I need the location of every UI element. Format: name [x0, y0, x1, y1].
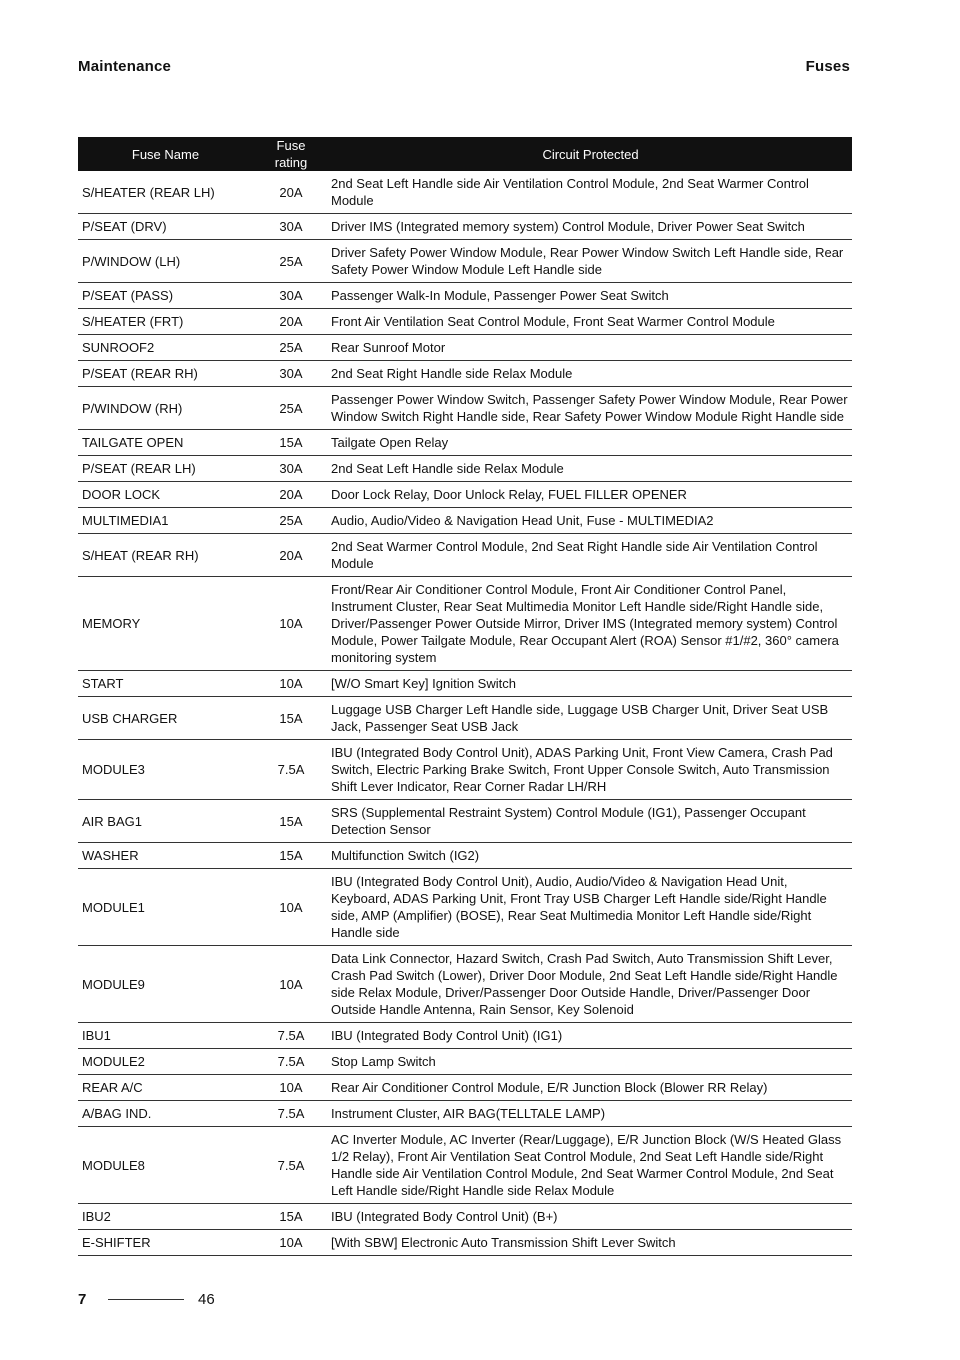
- table-row: [78, 508, 852, 534]
- page-header: [78, 58, 850, 75]
- table-row: [78, 534, 852, 577]
- fuse-rating-cell: 15A: [253, 697, 329, 740]
- table-row: [78, 430, 852, 456]
- fuse-name-cell: MULTIMEDIA1: [78, 508, 253, 534]
- fuse-table: [78, 137, 852, 1256]
- fuse-rating-cell: 25A: [253, 335, 329, 361]
- fuse-name-cell: USB CHARGER: [78, 697, 253, 740]
- table-row: [78, 1127, 852, 1204]
- footer-divider: [108, 1299, 184, 1300]
- fuse-name-cell: S/HEAT (REAR RH): [78, 534, 253, 577]
- column-header-fuse-name: Fuse Name: [78, 137, 253, 171]
- fuse-name-cell: MODULE2: [78, 1049, 253, 1075]
- fuse-name-cell: AIR BAG1: [78, 800, 253, 843]
- fuse-name-cell: MODULE1: [78, 869, 253, 946]
- fuse-rating-cell: 15A: [253, 843, 329, 869]
- circuit-protected-cell: Audio, Audio/Video & Navigation Head Unit, Fuse - MULTIMEDIA2: [329, 508, 852, 534]
- fuse-name-cell: MODULE9: [78, 946, 253, 1023]
- fuse-name-cell: P/WINDOW (LH): [78, 240, 253, 283]
- fuse-name-cell: A/BAG IND.: [78, 1101, 253, 1127]
- table-row: [78, 1075, 852, 1101]
- circuit-protected-cell: IBU (Integrated Body Control Unit) (B+): [329, 1204, 852, 1230]
- circuit-protected-cell: Driver Safety Power Window Module, Rear Power Window Switch Left Handle side, Rear Safety Power Window Module Left Handle side: [329, 240, 852, 283]
- fuse-name-cell: IBU2: [78, 1204, 253, 1230]
- fuse-rating-cell: 7.5A: [253, 1023, 329, 1049]
- table-row: [78, 800, 852, 843]
- table-row: [78, 869, 852, 946]
- fuse-rating-cell: 10A: [253, 869, 329, 946]
- page-footer: [78, 1291, 215, 1308]
- table-row: [78, 240, 852, 283]
- circuit-protected-cell: Rear Air Conditioner Control Module, E/R Junction Block (Blower RR Relay): [329, 1075, 852, 1101]
- fuse-name-cell: REAR A/C: [78, 1075, 253, 1101]
- page-number: 46: [198, 1291, 215, 1308]
- fuse-rating-cell: 25A: [253, 508, 329, 534]
- fuse-rating-cell: 20A: [253, 482, 329, 508]
- table-row: [78, 171, 852, 214]
- circuit-protected-cell: 2nd Seat Left Handle side Air Ventilation Control Module, 2nd Seat Warmer Control Module: [329, 171, 852, 214]
- chapter-number: 7: [78, 1291, 87, 1308]
- circuit-protected-cell: Multifunction Switch (IG2): [329, 843, 852, 869]
- table-row: [78, 671, 852, 697]
- fuse-name-cell: P/SEAT (DRV): [78, 214, 253, 240]
- fuse-rating-cell: 7.5A: [253, 1127, 329, 1204]
- topic-title: Fuses: [805, 58, 850, 75]
- table-row: [78, 387, 852, 430]
- circuit-protected-cell: Rear Sunroof Motor: [329, 335, 852, 361]
- circuit-protected-cell: Instrument Cluster, AIR BAG(TELLTALE LAMP): [329, 1101, 852, 1127]
- fuse-rating-cell: 10A: [253, 671, 329, 697]
- circuit-protected-cell: Door Lock Relay, Door Unlock Relay, FUEL FILLER OPENER: [329, 482, 852, 508]
- table-header-row: [78, 137, 852, 171]
- circuit-protected-cell: [W/O Smart Key] Ignition Switch: [329, 671, 852, 697]
- table-row: [78, 456, 852, 482]
- circuit-protected-cell: Luggage USB Charger Left Handle side, Luggage USB Charger Unit, Driver Seat USB Jack, Passenger Seat USB Jack: [329, 697, 852, 740]
- circuit-protected-cell: Driver IMS (Integrated memory system) Control Module, Driver Power Seat Switch: [329, 214, 852, 240]
- fuse-rating-cell: 7.5A: [253, 740, 329, 800]
- fuse-rating-cell: 15A: [253, 1204, 329, 1230]
- table-row: [78, 1023, 852, 1049]
- fuse-name-cell: E-SHIFTER: [78, 1230, 253, 1256]
- circuit-protected-cell: Data Link Connector, Hazard Switch, Crash Pad Switch, Auto Transmission Shift Lever, Crash Pad Switch (Lower), Driver Door Module, 2nd Seat Left Handle side/Right Handle side Relax Module, Driver/Passenger Door Outside Handle, Driver/Passenger Door Outside Handle Antenna, Rain Sensor, Key Solenoid: [329, 946, 852, 1023]
- table-row: [78, 1101, 852, 1127]
- table-row: [78, 1049, 852, 1075]
- table-row: [78, 335, 852, 361]
- circuit-protected-cell: 2nd Seat Right Handle side Relax Module: [329, 361, 852, 387]
- circuit-protected-cell: IBU (Integrated Body Control Unit), Audio, Audio/Video & Navigation Head Unit, Keyboard, ADAS Parking Unit, Front Tray USB Charger Left Handle side/Right Handle side, AMP (Amplifier) (BOSE), Rear Seat Multimedia Monitor Left Handle side/Right Handle side: [329, 869, 852, 946]
- fuse-name-cell: SUNROOF2: [78, 335, 253, 361]
- table-row: [78, 482, 852, 508]
- fuse-name-cell: S/HEATER (FRT): [78, 309, 253, 335]
- column-header-circuit-protected: Circuit Protected: [329, 137, 852, 171]
- fuse-rating-cell: 15A: [253, 800, 329, 843]
- table-row: [78, 283, 852, 309]
- fuse-name-cell: IBU1: [78, 1023, 253, 1049]
- table-row: [78, 1230, 852, 1256]
- fuse-name-cell: MODULE3: [78, 740, 253, 800]
- fuse-rating-cell: 20A: [253, 534, 329, 577]
- circuit-protected-cell: Stop Lamp Switch: [329, 1049, 852, 1075]
- table-row: [78, 214, 852, 240]
- circuit-protected-cell: Passenger Walk-In Module, Passenger Power Seat Switch: [329, 283, 852, 309]
- fuse-rating-cell: 10A: [253, 577, 329, 671]
- table-row: [78, 577, 852, 671]
- fuse-rating-cell: 20A: [253, 171, 329, 214]
- circuit-protected-cell: SRS (Supplemental Restraint System) Control Module (IG1), Passenger Occupant Detection Sensor: [329, 800, 852, 843]
- fuse-name-cell: WASHER: [78, 843, 253, 869]
- fuse-rating-cell: 25A: [253, 387, 329, 430]
- fuse-rating-cell: 7.5A: [253, 1049, 329, 1075]
- section-title: Maintenance: [78, 58, 172, 75]
- circuit-protected-cell: IBU (Integrated Body Control Unit), ADAS Parking Unit, Front View Camera, Crash Pad Switch, Electric Parking Brake Switch, Front Upper Console Switch, Auto Transmission Shift Lever Indicator, Rear Corner Radar LH/RH: [329, 740, 852, 800]
- table-row: [78, 740, 852, 800]
- fuse-rating-cell: 30A: [253, 361, 329, 387]
- circuit-protected-cell: Tailgate Open Relay: [329, 430, 852, 456]
- fuse-rating-cell: 20A: [253, 309, 329, 335]
- column-header-fuse-rating: Fuse rating: [253, 137, 329, 171]
- fuse-table-body: [78, 171, 852, 1256]
- fuse-name-cell: START: [78, 671, 253, 697]
- fuse-rating-cell: 7.5A: [253, 1101, 329, 1127]
- fuse-name-cell: P/SEAT (REAR LH): [78, 456, 253, 482]
- fuse-rating-cell: 10A: [253, 1230, 329, 1256]
- table-row: [78, 697, 852, 740]
- table-row: [78, 843, 852, 869]
- table-row: [78, 946, 852, 1023]
- fuse-name-cell: P/SEAT (REAR RH): [78, 361, 253, 387]
- circuit-protected-cell: Front/Rear Air Conditioner Control Module, Front Air Conditioner Control Panel, Instrument Cluster, Rear Seat Multimedia Monitor Left Handle side/Right Handle side, Driver/Passenger Power Outside Mirror, Driver IMS (Integrated memory system) Control Module, Power Tailgate Module, Rear Occupant Alert (ROA) Sensor #1/#2, 360° camera monitoring system: [329, 577, 852, 671]
- fuse-name-cell: TAILGATE OPEN: [78, 430, 253, 456]
- fuse-name-cell: DOOR LOCK: [78, 482, 253, 508]
- circuit-protected-cell: 2nd Seat Left Handle side Relax Module: [329, 456, 852, 482]
- fuse-name-cell: MODULE8: [78, 1127, 253, 1204]
- table-row: [78, 309, 852, 335]
- fuse-rating-cell: 30A: [253, 456, 329, 482]
- fuse-rating-cell: 30A: [253, 283, 329, 309]
- fuse-name-cell: S/HEATER (REAR LH): [78, 171, 253, 214]
- fuse-name-cell: MEMORY: [78, 577, 253, 671]
- fuse-rating-cell: 25A: [253, 240, 329, 283]
- fuse-name-cell: P/WINDOW (RH): [78, 387, 253, 430]
- circuit-protected-cell: Passenger Power Window Switch, Passenger Safety Power Window Module, Rear Power Window Switch Right Handle side, Rear Safety Power Window Module Right Handle side: [329, 387, 852, 430]
- circuit-protected-cell: IBU (Integrated Body Control Unit) (IG1): [329, 1023, 852, 1049]
- table-row: [78, 361, 852, 387]
- circuit-protected-cell: AC Inverter Module, AC Inverter (Rear/Luggage), E/R Junction Block (W/S Heated Glass 1/2 Relay), Front Air Ventilation Seat Control Module, 2nd Seat Left Handle side/Right Handle side Air Ventilation Control Module, 2nd Seat Warmer Control Module, 2nd Seat Left Handle side/Right Handle side Relax Module: [329, 1127, 852, 1204]
- fuse-name-cell: P/SEAT (PASS): [78, 283, 253, 309]
- circuit-protected-cell: [With SBW] Electronic Auto Transmission Shift Lever Switch: [329, 1230, 852, 1256]
- circuit-protected-cell: Front Air Ventilation Seat Control Module, Front Seat Warmer Control Module: [329, 309, 852, 335]
- fuse-rating-cell: 10A: [253, 946, 329, 1023]
- fuse-rating-cell: 30A: [253, 214, 329, 240]
- table-row: [78, 1204, 852, 1230]
- fuse-rating-cell: 15A: [253, 430, 329, 456]
- fuse-rating-cell: 10A: [253, 1075, 329, 1101]
- circuit-protected-cell: 2nd Seat Warmer Control Module, 2nd Seat Right Handle side Air Ventilation Control Module: [329, 534, 852, 577]
